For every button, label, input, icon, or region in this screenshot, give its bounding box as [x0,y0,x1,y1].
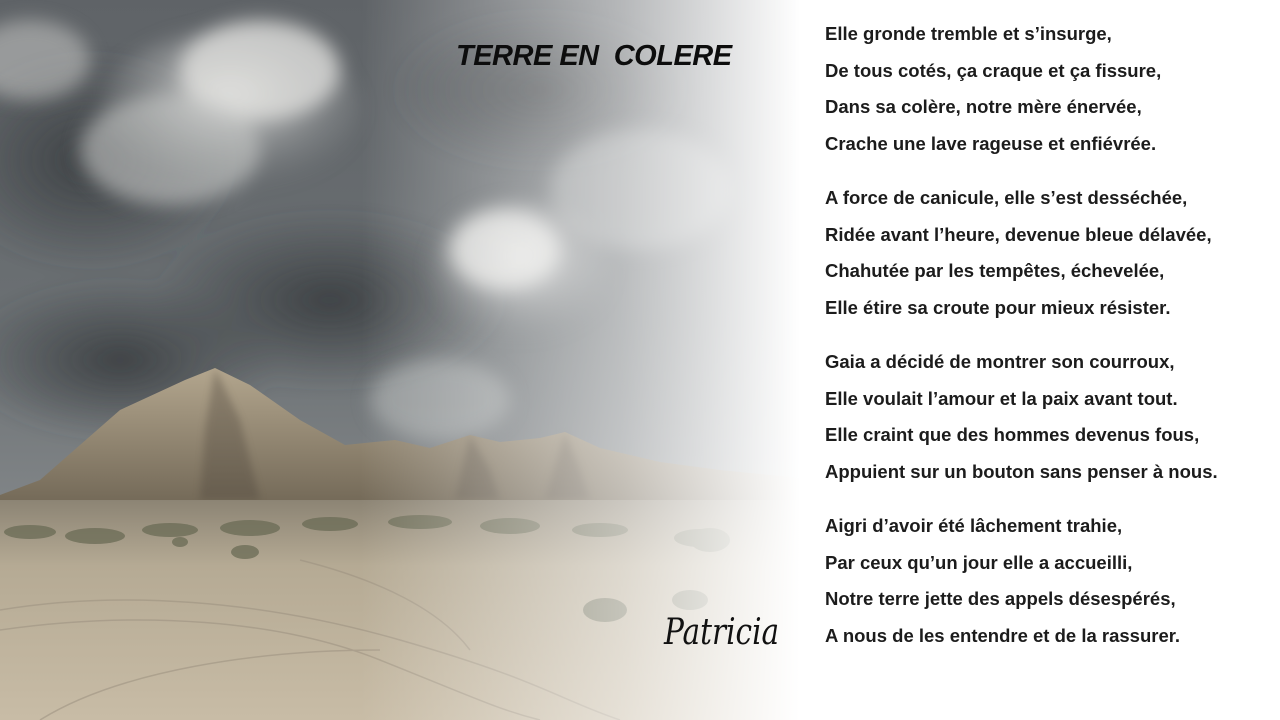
poem-text [825,16,1275,672]
stanza-1 [825,16,1275,162]
stanza-2 [825,180,1275,326]
poem-line: Crache une lave rageuse et enfiévrée. [825,132,1157,154]
poem-line: Appuient sur un bouton sans penser à nous. [825,460,1218,482]
poem-line: Gaia a décidé de montrer son courroux, [825,351,1175,372]
poem-line: De tous cotés, ça craque et ça fissure, [825,59,1162,81]
poem-line: Elle craint que des hommes devenus fous, [825,424,1200,445]
stanza-4 [825,508,1275,654]
poem-title: TERRE EN COLERE [456,40,732,72]
poem-line: Elle voulait l’amour et la paix avant tout. [825,387,1178,409]
poem-line: Notre terre jette des appels désespérés, [825,588,1176,609]
poem-line: Ridée avant l’heure, devenue bleue délavée, [825,223,1212,245]
poem-line: Dans sa colère, notre mère énervée, [825,96,1142,117]
stanza-3 [825,344,1275,490]
poem-line: Elle gronde tremble et s’insurge, [825,23,1112,44]
poem-line: Chahutée par les tempêtes, échevelée, [825,260,1165,281]
poem-line: Elle étire sa croute pour mieux résister. [825,296,1171,318]
poem-line: Aigri d’avoir été lâchement trahie, [825,515,1123,536]
author-signature: Patricia [664,612,780,653]
poem-line: Par ceux qu’un jour elle a accueilli, [825,551,1133,573]
poem-line: A nous de les entendre et de la rassurer. [825,624,1181,646]
poem-line: A force de canicule, elle s’est desséchée, [825,187,1188,208]
